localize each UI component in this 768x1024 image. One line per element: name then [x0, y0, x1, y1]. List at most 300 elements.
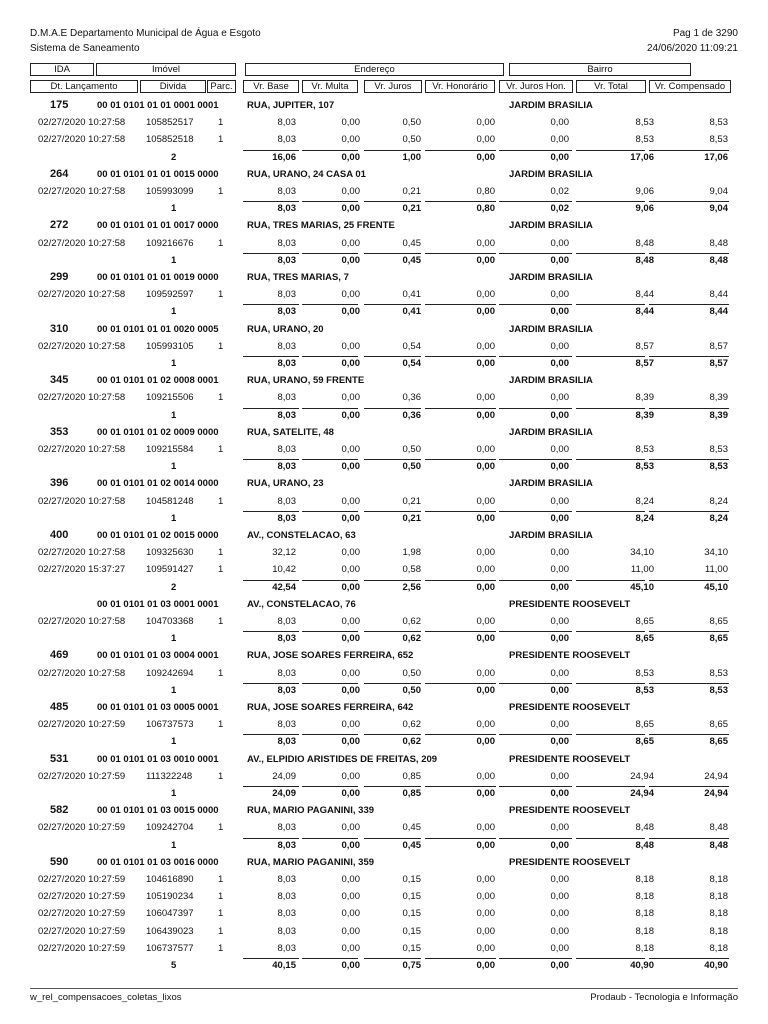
cell-vr-total: 8,39 — [635, 392, 654, 404]
cell-vr-honorario: 0,00 — [476, 547, 495, 559]
subtotal-vr-compensado: 8,24 — [709, 512, 728, 524]
cell-vr-total: 9,06 — [635, 186, 654, 197]
cell-vr-honorario: 0,00 — [476, 908, 495, 920]
group-ida: 272 — [50, 219, 69, 232]
subtotal-vr-multa: 0,00 — [341, 581, 360, 593]
subtotal-row — [0, 200, 768, 217]
subtotal-vr-juros: 0,21 — [402, 203, 421, 215]
cell-vr-compensado: 9,04 — [709, 186, 728, 197]
cell-vr-juros: 0,50 — [402, 667, 421, 679]
subtotal-vr-compensado: 24,94 — [704, 788, 728, 799]
subtotal-vr-compensado: 8,53 — [709, 461, 728, 473]
table-row — [0, 338, 768, 355]
cell-dt-lancamento: 02/27/2020 10:27:59 — [38, 874, 126, 885]
group-imovel-code: 00 01 0101 01 03 0016 0000 — [97, 856, 219, 868]
subtotal-vr-total: 45,10 — [630, 581, 654, 593]
group-ida: 400 — [50, 529, 69, 541]
cell-vr-total: 8,48 — [635, 237, 654, 249]
cell-divida: 106047397 — [146, 908, 194, 920]
col-parcela: Parc. — [207, 80, 236, 93]
cell-divida: 104616890 — [146, 874, 194, 885]
subtotal-vr-juros: 0,75 — [402, 960, 421, 971]
cell-dt-lancamento: 02/27/2020 10:27:58 — [38, 117, 126, 129]
cell-vr-juros: 0,21 — [402, 186, 421, 197]
col-ida: IDA — [30, 63, 94, 76]
cell-vr-base: 8,03 — [277, 134, 296, 146]
group-ida: 310 — [50, 322, 69, 335]
cell-vr-honorario: 0,00 — [476, 770, 495, 782]
subtotal-vr-juros: 0,54 — [402, 358, 421, 369]
cell-vr-multa: 0,00 — [341, 340, 360, 352]
subtotal-vr-base: 8,03 — [277, 512, 296, 524]
subtotal-count: 1 — [171, 254, 177, 266]
cell-vr-honorario: 0,00 — [476, 289, 495, 301]
group-bairro: JARDIM BRASILIA — [509, 272, 593, 283]
subtotal-vr-total: 8,24 — [635, 512, 654, 524]
report-name: w_rel_compensacoes_coletas_lixos — [30, 992, 182, 1003]
group-bairro: PRESIDENTE ROOSEVELT — [509, 753, 631, 765]
cell-vr-juros: 0,45 — [402, 237, 421, 249]
subtotal-vr-compensado: 17,06 — [704, 151, 728, 163]
subtotal-vr-compensado: 8,48 — [709, 254, 728, 266]
table-row — [0, 613, 768, 630]
cell-vr-base: 8,03 — [277, 340, 296, 352]
cell-dt-lancamento: 02/27/2020 10:27:59 — [38, 925, 126, 937]
subtotal-vr-base: 8,03 — [277, 839, 296, 851]
group-imovel-code: 00 01 0101 01 01 0017 0000 — [97, 220, 219, 232]
subtotal-row — [0, 733, 768, 750]
cell-vr-juros: 0,21 — [402, 495, 421, 507]
subtotal-row — [0, 458, 768, 475]
group-address: AV., CONSTELACAO, 63 — [247, 530, 356, 541]
cell-vr-multa: 0,00 — [341, 942, 360, 954]
property-group — [0, 166, 768, 183]
cell-vr-multa: 0,00 — [341, 564, 360, 576]
property-group — [0, 527, 768, 544]
group-ida: 485 — [50, 701, 69, 713]
group-bairro: JARDIM BRASILIA — [509, 375, 593, 387]
subtotal-vr-multa: 0,00 — [341, 684, 360, 696]
subtotal-vr-juros-hon: 0,00 — [550, 512, 569, 524]
subtotal-vr-multa: 0,00 — [341, 254, 360, 266]
subtotal-vr-juros-hon: 0,00 — [550, 461, 569, 473]
subtotal-vr-multa: 0,00 — [341, 633, 360, 645]
subtotal-vr-base: 16,06 — [272, 151, 296, 163]
subtotal-vr-multa: 0,00 — [341, 839, 360, 851]
subtotal-vr-juros: 0,45 — [402, 254, 421, 266]
cell-dt-lancamento: 02/27/2020 10:27:58 — [38, 667, 126, 679]
cell-vr-honorario: 0,00 — [476, 616, 495, 627]
cell-divida: 105190234 — [146, 891, 194, 903]
cell-vr-total: 8,48 — [635, 822, 654, 834]
subtotal-vr-honorario: 0,00 — [476, 581, 495, 593]
subtotal-vr-base: 8,03 — [277, 409, 296, 421]
property-group — [0, 751, 768, 768]
subtotal-row — [0, 510, 768, 527]
group-address: AV., CONSTELACAO, 76 — [247, 598, 356, 610]
subtotal-count: 1 — [171, 203, 177, 215]
subtotal-vr-base: 8,03 — [277, 254, 296, 266]
cell-vr-juros: 0,15 — [402, 908, 421, 920]
subtotal-vr-juros-hon: 0,00 — [550, 788, 569, 799]
cell-vr-juros: 1,98 — [402, 547, 421, 559]
cell-divida: 106439023 — [146, 925, 194, 937]
group-imovel-code: 00 01 0101 01 01 0001 0001 — [97, 100, 219, 111]
cell-vr-juros-hon: 0,02 — [550, 186, 569, 197]
cell-vr-compensado: 8,57 — [709, 340, 728, 352]
group-address: RUA, MARIO PAGANINI, 359 — [247, 856, 375, 868]
subtotal-vr-honorario: 0,00 — [476, 633, 495, 645]
cell-vr-juros-hon: 0,00 — [550, 134, 569, 146]
table-row — [0, 905, 768, 922]
cell-parcela: 1 — [218, 444, 224, 455]
subtotal-vr-multa: 0,00 — [341, 203, 360, 215]
cell-dt-lancamento: 02/27/2020 10:27:59 — [38, 942, 126, 954]
subtotal-row — [0, 785, 768, 802]
subtotal-vr-juros: 0,62 — [402, 633, 421, 645]
subtotal-row — [0, 303, 768, 320]
group-address: RUA, SATELITE, 48 — [247, 426, 334, 438]
cell-dt-lancamento: 02/27/2020 10:27:58 — [38, 392, 126, 404]
subtotal-vr-honorario: 0,00 — [476, 839, 495, 851]
cell-dt-lancamento: 02/27/2020 10:27:59 — [38, 891, 126, 903]
cell-vr-honorario: 0,00 — [476, 891, 495, 903]
subtotal-row — [0, 630, 768, 647]
subtotal-vr-base: 8,03 — [277, 306, 296, 318]
cell-vr-juros-hon: 0,00 — [550, 667, 569, 679]
cell-vr-juros-hon: 0,00 — [550, 616, 569, 627]
cell-divida: 104581248 — [146, 495, 194, 507]
group-address: RUA, JOSE SOARES FERREIRA, 642 — [247, 702, 414, 713]
subtotal-row — [0, 407, 768, 424]
subtotal-vr-total: 8,53 — [635, 461, 654, 473]
group-bairro: JARDIM BRASILIA — [509, 323, 593, 335]
subtotal-vr-juros-hon: 0,00 — [550, 960, 569, 971]
subtotal-count: 1 — [171, 461, 177, 473]
cell-divida: 105852517 — [146, 117, 194, 129]
cell-vr-total: 8,44 — [635, 289, 654, 301]
subtotal-vr-total: 8,44 — [635, 306, 654, 318]
page-number: Pag 1 de 3290 — [672, 28, 738, 39]
group-ida: 531 — [50, 752, 69, 765]
cell-dt-lancamento: 02/27/2020 10:27:58 — [38, 495, 126, 507]
cell-vr-juros: 0,15 — [402, 925, 421, 937]
cell-parcela: 1 — [218, 874, 224, 885]
cell-vr-multa: 0,00 — [341, 237, 360, 249]
org-name: D.M.A.E Departamento Municipal de Água e Esgoto — [30, 28, 261, 39]
subtotal-count: 5 — [171, 960, 177, 971]
cell-vr-multa: 0,00 — [341, 117, 360, 129]
cell-vr-juros: 0,54 — [402, 340, 421, 352]
cell-vr-juros-hon: 0,00 — [550, 117, 569, 129]
cell-vr-multa: 0,00 — [341, 891, 360, 903]
cell-vr-honorario: 0,00 — [476, 874, 495, 885]
cell-vr-total: 8,53 — [635, 667, 654, 679]
group-bairro: JARDIM BRASILIA — [509, 426, 593, 438]
cell-vr-base: 10,42 — [272, 564, 296, 576]
cell-vr-juros-hon: 0,00 — [550, 770, 569, 782]
subtotal-row — [0, 682, 768, 699]
cell-vr-total: 11,00 — [630, 564, 654, 576]
cell-vr-multa: 0,00 — [341, 822, 360, 834]
subtotal-vr-compensado: 8,39 — [709, 409, 728, 421]
cell-vr-juros: 0,62 — [402, 719, 421, 731]
group-address: RUA, URANO, 23 — [247, 478, 324, 490]
subtotal-vr-compensado: 8,65 — [709, 736, 728, 748]
subtotal-vr-base: 8,03 — [277, 358, 296, 369]
property-group — [0, 596, 768, 613]
cell-vr-multa: 0,00 — [341, 289, 360, 301]
cell-vr-honorario: 0,00 — [476, 942, 495, 954]
property-group — [0, 217, 768, 234]
group-imovel-code: 00 01 0101 01 02 0015 0000 — [97, 530, 219, 541]
cell-vr-multa: 0,00 — [341, 667, 360, 679]
group-bairro: JARDIM BRASILIA — [509, 478, 593, 490]
cell-vr-compensado: 8,24 — [709, 495, 728, 507]
cell-vr-compensado: 8,18 — [709, 942, 728, 954]
subtotal-vr-juros: 1,00 — [402, 151, 421, 163]
cell-vr-total: 8,18 — [635, 908, 654, 920]
subtotal-vr-honorario: 0,00 — [476, 409, 495, 421]
subtotal-vr-base: 8,03 — [277, 684, 296, 696]
cell-divida: 111322248 — [146, 770, 193, 782]
table-row — [0, 183, 768, 200]
cell-dt-lancamento: 02/27/2020 10:27:59 — [38, 822, 126, 834]
cell-vr-base: 8,03 — [277, 874, 296, 885]
subtotal-vr-total: 40,90 — [630, 960, 654, 971]
table-row — [0, 888, 768, 905]
subtotal-count: 1 — [171, 839, 177, 851]
group-address: RUA, MARIO PAGANINI, 339 — [247, 805, 375, 817]
cell-divida: 109325630 — [146, 547, 194, 559]
subtotal-row — [0, 957, 768, 974]
subtotal-vr-total: 17,06 — [630, 151, 654, 163]
cell-divida: 105993105 — [146, 340, 194, 352]
subtotal-vr-honorario: 0,00 — [476, 151, 495, 163]
subtotal-vr-honorario: 0,00 — [476, 684, 495, 696]
cell-parcela: 1 — [218, 891, 224, 903]
table-row — [0, 235, 768, 252]
subtotal-vr-juros: 0,41 — [402, 306, 421, 318]
col-vr-juros: Vr. Juros — [364, 80, 422, 93]
cell-vr-base: 8,03 — [277, 289, 296, 301]
cell-vr-compensado: 8,18 — [709, 925, 728, 937]
group-bairro: PRESIDENTE ROOSEVELT — [509, 650, 631, 662]
cell-vr-juros-hon: 0,00 — [550, 392, 569, 404]
group-imovel-code: 00 01 0101 01 02 0014 0000 — [97, 478, 219, 490]
cell-divida: 109592597 — [146, 289, 194, 301]
subtotal-count: 1 — [171, 736, 177, 748]
cell-divida: 106737573 — [146, 719, 194, 731]
cell-parcela: 1 — [218, 667, 224, 679]
group-ida: 469 — [50, 649, 69, 662]
cell-vr-compensado: 8,39 — [709, 392, 728, 404]
cell-vr-total: 8,18 — [635, 891, 654, 903]
cell-parcela: 1 — [218, 289, 224, 301]
cell-dt-lancamento: 02/27/2020 10:27:58 — [38, 186, 126, 197]
cell-vr-multa: 0,00 — [341, 392, 360, 404]
cell-vr-multa: 0,00 — [341, 925, 360, 937]
subtotal-vr-compensado: 8,48 — [709, 839, 728, 851]
subtotal-count: 1 — [171, 633, 177, 645]
cell-vr-total: 8,65 — [635, 616, 654, 627]
cell-vr-multa: 0,00 — [341, 134, 360, 146]
table-row — [0, 923, 768, 940]
cell-vr-honorario: 0,00 — [476, 444, 495, 455]
cell-vr-base: 8,03 — [277, 925, 296, 937]
system-name: Sistema de Saneamento — [30, 43, 140, 54]
cell-divida: 104703368 — [146, 616, 194, 627]
subtotal-row — [0, 837, 768, 854]
property-group — [0, 424, 768, 441]
cell-parcela: 1 — [218, 616, 224, 627]
group-bairro: JARDIM BRASILIA — [509, 168, 593, 180]
subtotal-vr-compensado: 8,57 — [709, 358, 728, 369]
subtotal-count: 1 — [171, 684, 177, 696]
cell-vr-juros: 0,62 — [402, 616, 421, 627]
cell-vr-juros: 0,58 — [402, 564, 421, 576]
cell-vr-base: 8,03 — [277, 667, 296, 679]
col-vr-base: Vr. Base — [243, 80, 299, 93]
cell-vr-base: 8,03 — [277, 444, 296, 455]
col-endereco: Endereço — [245, 63, 504, 76]
cell-dt-lancamento: 02/27/2020 10:27:58 — [38, 444, 126, 455]
subtotal-vr-multa: 0,00 — [341, 151, 360, 163]
cell-vr-juros-hon: 0,00 — [550, 340, 569, 352]
cell-parcela: 1 — [218, 547, 224, 559]
cell-parcela: 1 — [218, 237, 224, 249]
report-datetime: 24/06/2020 11:09:21 — [646, 43, 738, 54]
table-row — [0, 665, 768, 682]
property-group — [0, 372, 768, 389]
subtotal-vr-juros-hon: 0,00 — [550, 839, 569, 851]
cell-parcela: 1 — [218, 822, 224, 834]
group-ida: 396 — [50, 477, 69, 490]
cell-vr-juros: 0,50 — [402, 444, 421, 455]
subtotal-vr-honorario: 0,00 — [476, 358, 495, 369]
cell-divida: 109215584 — [146, 444, 194, 455]
group-bairro: JARDIM BRASILIA — [509, 220, 593, 232]
cell-vr-juros: 0,85 — [402, 770, 421, 782]
subtotal-vr-total: 8,65 — [635, 633, 654, 645]
cell-vr-compensado: 8,53 — [709, 134, 728, 146]
cell-vr-total: 8,18 — [635, 874, 654, 885]
cell-vr-multa: 0,00 — [341, 770, 360, 782]
subtotal-vr-multa: 0,00 — [341, 358, 360, 369]
subtotal-vr-honorario: 0,00 — [476, 736, 495, 748]
group-bairro: JARDIM BRASILIA — [509, 530, 593, 541]
group-ida: 175 — [50, 99, 69, 111]
group-ida: 582 — [50, 804, 69, 817]
cell-vr-multa: 0,00 — [341, 908, 360, 920]
cell-vr-base: 8,03 — [277, 891, 296, 903]
cell-vr-juros-hon: 0,00 — [550, 237, 569, 249]
col-bairro: Bairro — [509, 63, 691, 76]
group-bairro: JARDIM BRASILIA — [509, 100, 593, 111]
cell-parcela: 1 — [218, 564, 224, 576]
subtotal-count: 2 — [171, 151, 177, 163]
col-vr-total: Vr. Total — [576, 80, 646, 93]
subtotal-count: 1 — [171, 788, 177, 799]
subtotal-vr-juros: 2,56 — [402, 581, 421, 593]
group-address: AV., ELPIDIO ARISTIDES DE FREITAS, 209 — [247, 753, 438, 765]
cell-vr-multa: 0,00 — [341, 719, 360, 731]
cell-parcela: 1 — [218, 134, 224, 146]
group-imovel-code: 00 01 0101 01 01 0015 0000 — [97, 168, 219, 180]
table-row — [0, 871, 768, 888]
cell-vr-juros-hon: 0,00 — [550, 719, 569, 731]
subtotal-vr-base: 8,03 — [277, 203, 296, 215]
cell-parcela: 1 — [218, 770, 224, 782]
cell-divida: 109242694 — [146, 667, 194, 679]
subtotal-vr-base: 40,15 — [272, 960, 296, 971]
table-row — [0, 114, 768, 131]
group-imovel-code: 00 01 0101 01 03 0001 0001 — [97, 598, 219, 610]
subtotal-vr-honorario: 0,00 — [476, 254, 495, 266]
subtotal-vr-compensado: 45,10 — [704, 581, 728, 593]
property-group — [0, 854, 768, 871]
subtotal-vr-juros-hon: 0,00 — [550, 736, 569, 748]
property-group — [0, 321, 768, 338]
subtotal-vr-total: 8,57 — [635, 358, 654, 369]
cell-vr-base: 8,03 — [277, 117, 296, 129]
property-group — [0, 699, 768, 716]
cell-vr-compensado: 8,53 — [709, 117, 728, 129]
cell-vr-compensado: 8,48 — [709, 822, 728, 834]
cell-vr-honorario: 0,00 — [476, 117, 495, 129]
group-ida: 264 — [50, 167, 69, 180]
cell-vr-base: 8,03 — [277, 719, 296, 731]
table-row — [0, 561, 768, 578]
subtotal-vr-juros: 0,21 — [402, 512, 421, 524]
cell-vr-total: 34,10 — [630, 547, 654, 559]
cell-vr-compensado: 34,10 — [704, 547, 728, 559]
subtotal-vr-honorario: 0,00 — [476, 788, 495, 799]
subtotal-vr-total: 24,94 — [630, 788, 654, 799]
cell-vr-total: 8,18 — [635, 925, 654, 937]
cell-vr-juros: 0,50 — [402, 117, 421, 129]
cell-vr-juros: 0,36 — [402, 392, 421, 404]
subtotal-vr-total: 8,65 — [635, 736, 654, 748]
cell-divida: 106737577 — [146, 942, 194, 954]
group-ida: 590 — [50, 855, 69, 868]
subtotal-vr-multa: 0,00 — [341, 788, 360, 799]
table-row — [0, 768, 768, 785]
subtotal-vr-juros: 0,62 — [402, 736, 421, 748]
vendor-name: Prodaub - Tecnologia e Informação — [590, 992, 738, 1003]
cell-dt-lancamento: 02/27/2020 10:27:58 — [38, 340, 126, 352]
cell-vr-base: 8,03 — [277, 392, 296, 404]
cell-parcela: 1 — [218, 942, 224, 954]
cell-vr-honorario: 0,00 — [476, 925, 495, 937]
group-bairro: PRESIDENTE ROOSEVELT — [509, 805, 631, 817]
cell-vr-juros-hon: 0,00 — [550, 547, 569, 559]
cell-vr-juros: 0,50 — [402, 134, 421, 146]
cell-vr-base: 8,03 — [277, 942, 296, 954]
subtotal-vr-total: 8,48 — [635, 839, 654, 851]
report-header-line-2 — [30, 43, 738, 54]
cell-vr-honorario: 0,00 — [476, 340, 495, 352]
cell-dt-lancamento: 02/27/2020 10:27:58 — [38, 134, 126, 146]
subtotal-vr-juros-hon: 0,00 — [550, 306, 569, 318]
cell-divida: 105852518 — [146, 134, 194, 146]
cell-divida: 109216676 — [146, 237, 194, 249]
cell-dt-lancamento: 02/27/2020 10:27:58 — [38, 289, 126, 301]
property-group — [0, 647, 768, 664]
table-row — [0, 544, 768, 561]
group-imovel-code: 00 01 0101 01 03 0005 0001 — [97, 702, 219, 713]
cell-dt-lancamento: 02/27/2020 10:27:59 — [38, 719, 126, 731]
